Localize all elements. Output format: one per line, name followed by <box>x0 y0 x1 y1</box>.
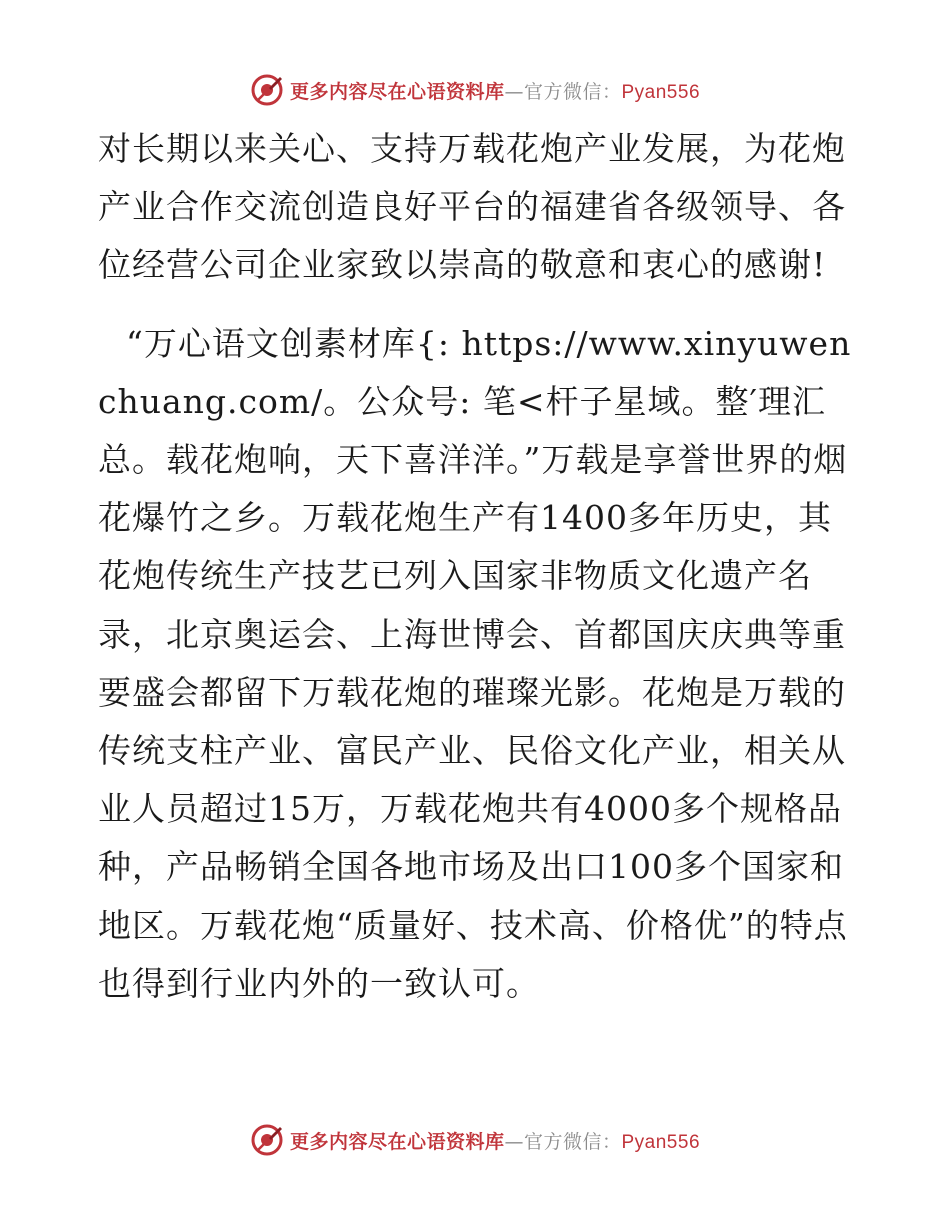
document-body <box>98 120 858 1013</box>
paragraph-thanks: 对长期以来关心、支持万载花炮产业发展，为花炮产业合作交流创造良好平台的福建省各级领导、各位经营公司企业家致以崇高的敬意和衷心的感谢! <box>98 129 846 285</box>
paragraph-wanzai-fireworks: “万心语文创素材库{: https://www.xinyuwenchuang.com/。公众号: 笔<杆子星域。整′理汇总。载花炮响，天下喜洋洋。”万载是享誉世界的烟花爆竹之乡。万载花炮生产有1400多年历史，其花炮传统生产技艺已列入国家非物质文化遗产名录，北京奥运会、上海世博会、首都国庆庆典等重要盛会都留下万载花炮的璀璨光影。花炮是万载的传统支柱产业、富民产业、民俗文化产业，相关从业人员超过15万，万载花炮共有4000多个规格品种，产品畅销全国各地市场及出口100多个国家和地区。万载花炮“质量好、技术高、价格优”的特点也得到行业内外的一致认可。 <box>98 323 852 1003</box>
footer-banner-inner <box>250 1123 700 1157</box>
footer-banner-label: 官方微信： <box>523 1130 622 1153</box>
header-banner-dash: — <box>504 80 524 103</box>
footer-wechat-id: Pyan556 <box>621 1131 701 1153</box>
pen-logo-icon <box>250 73 284 107</box>
header-banner-lead: 更多内容尽在心语资料库 <box>289 80 505 103</box>
footer-banner <box>0 1120 950 1160</box>
footer-banner-lead: 更多内容尽在心语资料库 <box>289 1130 505 1153</box>
footer-banner-dash: — <box>504 1130 524 1153</box>
header-wechat-id: Pyan556 <box>621 81 701 103</box>
header-banner-label: 官方微信： <box>523 80 622 103</box>
pen-logo-icon <box>250 1123 284 1157</box>
footer-banner-text <box>290 1127 700 1154</box>
header-banner-inner <box>250 73 700 107</box>
header-banner-text <box>290 77 700 104</box>
header-banner <box>0 70 950 110</box>
